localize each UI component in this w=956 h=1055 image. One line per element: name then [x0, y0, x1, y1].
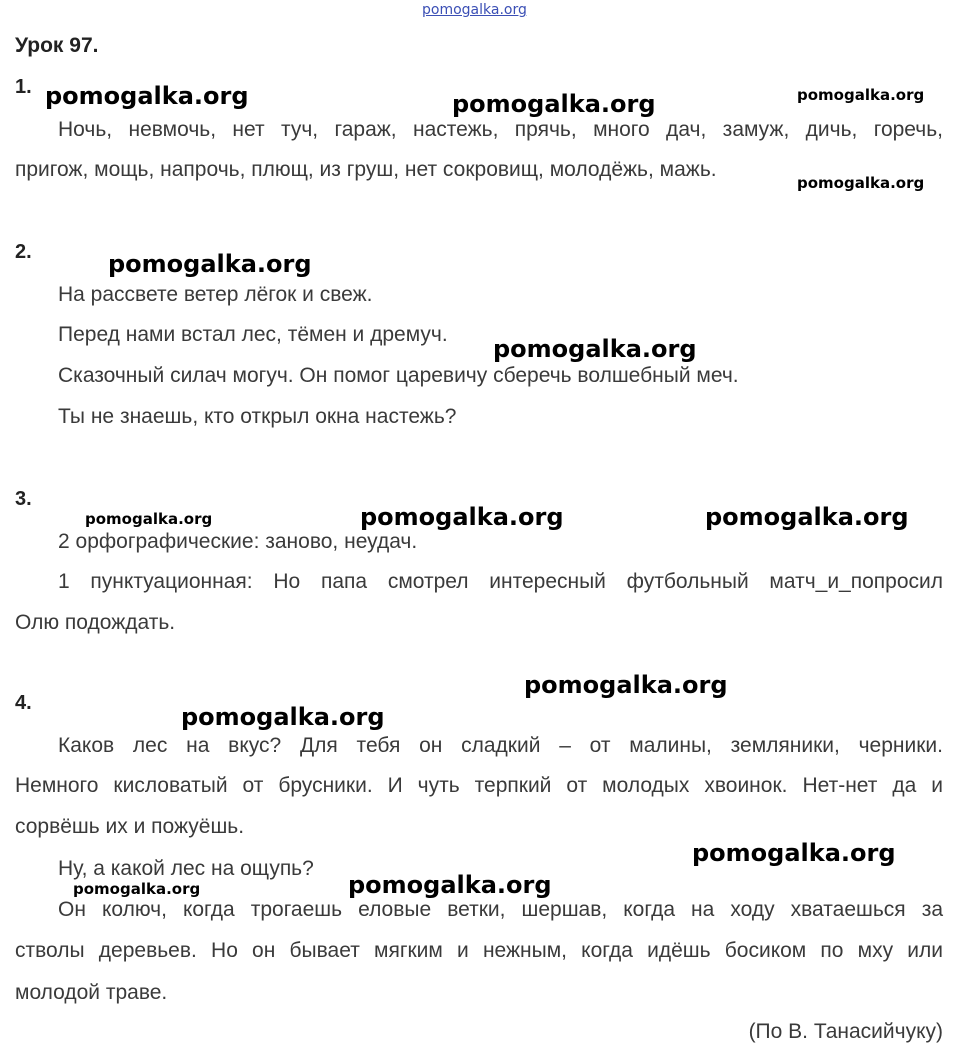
task1-line2: пригож, мощь, напрочь, плющ, из груш, нет сокровищ, молодёжь, мажь.: [15, 158, 717, 181]
watermark: pomogalka.org: [692, 839, 896, 867]
task4-line4: Ну, а какой лес на ощупь?: [58, 857, 314, 880]
task-number-1: 1.: [15, 76, 32, 98]
watermark: pomogalka.org: [45, 82, 249, 110]
task4-line3: сорвёшь их и пожуёшь.: [15, 815, 245, 838]
watermark: pomogalka.org: [181, 703, 385, 731]
task4-line1: Каков лес на вкус? Для тебя он сладкий – от малины, земляники, черники.: [58, 734, 943, 757]
task3-line1: 2 орфографические: заново, неудач.: [58, 530, 418, 553]
task4-line6: стволы деревьев. Но он бывает мягким и нежным, когда идёшь босиком по мху или: [15, 939, 943, 962]
task-number-3: 3.: [15, 488, 32, 510]
watermark: pomogalka.org: [524, 671, 728, 699]
watermark: pomogalka.org: [348, 871, 552, 899]
task3-line2: 1 пунктуационная: Но папа смотрел интересный футбольный матч_и_попросил: [58, 570, 943, 593]
task4-line7: молодой траве.: [15, 981, 168, 1004]
task4-line5: Он колюч, когда трогаешь еловые ветки, шершав, когда на ходу хватаешься за: [58, 898, 943, 921]
task1-line1: Ночь, невмочь, нет туч, гараж, настежь, прячь, много дач, замуж, дичь, горечь,: [58, 118, 943, 141]
watermark: pomogalka.org: [360, 503, 564, 531]
task2-line1: На рассвете ветер лёгок и свеж.: [58, 283, 373, 306]
watermark: pomogalka.org: [797, 174, 925, 192]
watermark: pomogalka.org: [108, 250, 312, 278]
watermark: pomogalka.org: [85, 510, 213, 528]
task3-line3: Олю подождать.: [15, 611, 176, 634]
watermark: pomogalka.org: [493, 335, 697, 363]
task4-line2: Немного кисловатый от брусники. И чуть терпкий от молодых хвоинок. Нет-нет да и: [15, 774, 943, 797]
task4-source: (По В. Танасийчуку): [748, 1020, 943, 1043]
watermark: pomogalka.org: [797, 86, 925, 104]
task-number-2: 2.: [15, 241, 32, 263]
watermark: pomogalka.org: [705, 503, 909, 531]
watermark: pomogalka.org: [452, 90, 656, 118]
task2-line3: Сказочный силач могуч. Он помог царевичу сберечь волшебный меч.: [58, 364, 739, 387]
page-title: Урок 97.: [15, 34, 99, 57]
site-link[interactable]: pomogalka.org: [422, 2, 527, 18]
task2-line4: Ты не знаешь, кто открыл окна настежь?: [58, 405, 457, 428]
task-number-4: 4.: [15, 692, 32, 714]
watermark: pomogalka.org: [73, 880, 201, 898]
task2-line2: Перед нами встал лес, тёмен и дремуч.: [58, 323, 448, 346]
